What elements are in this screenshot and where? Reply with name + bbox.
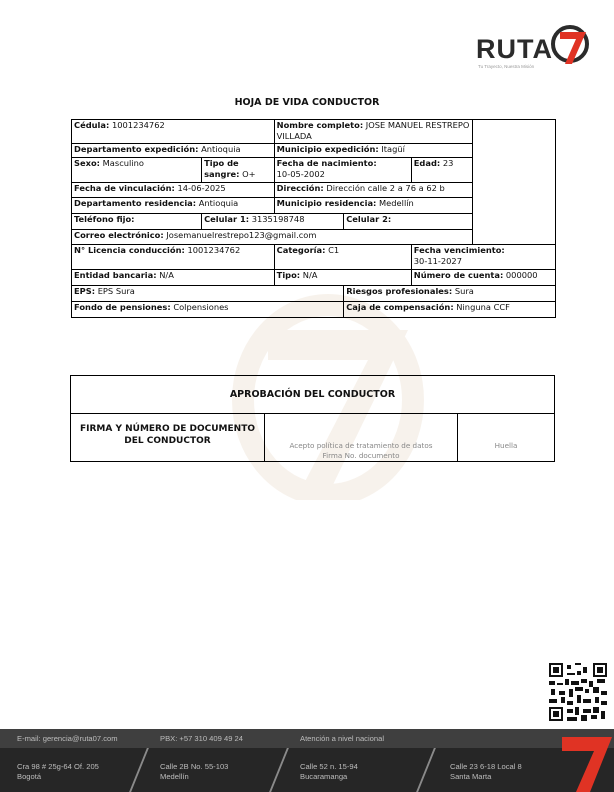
- licencia-cell: N° Licencia conducción: 1001234762: [72, 245, 275, 270]
- fingerprint-label: Huella: [494, 441, 518, 450]
- riesgos-value: Sura: [454, 286, 474, 296]
- policy-text: Acepto política de tratamiento de datos: [289, 441, 433, 450]
- address-bucaramanga: Calle 52 n. 15-94 Bucaramanga: [300, 762, 358, 781]
- row-eps: [72, 286, 556, 302]
- address-santa-marta: Calle 23 6-18 Local 8 Santa Marta: [450, 762, 522, 781]
- direccion-value: Dirección calle 2 a 76 a 62 b: [326, 183, 445, 193]
- row-licencia: [72, 245, 556, 270]
- sangre-cell: Tipo de sangre: O+: [202, 158, 275, 183]
- vencimiento-value: 30-11-2027: [413, 256, 462, 266]
- cuenta-value: 000000: [505, 270, 538, 280]
- nombre-value: JOSE MANUEL RESTREPO VILLADA: [276, 120, 470, 141]
- eps-cell: EPS: EPS Sura: [72, 286, 344, 302]
- cedula-value: 1001234762: [111, 120, 165, 130]
- banco-value: N/A: [159, 270, 174, 280]
- logo-seven-icon: [548, 20, 594, 66]
- categoria-value: C1: [328, 245, 340, 255]
- depto-exp-value: Antioquia: [201, 144, 241, 154]
- tipo-value: N/A: [302, 270, 318, 280]
- sexo-value: Masculino: [102, 158, 144, 168]
- qr-code-icon: [549, 663, 607, 721]
- correo-cell: Correo electrónico: Josemanuelrestrepo123@gmail.com: [72, 230, 473, 245]
- signature-doc-text: Firma No. documento: [322, 451, 400, 460]
- tel-fijo-cell: Teléfono fijo:: [72, 214, 202, 230]
- celular1-cell: Celular 1: 3135198748: [202, 214, 344, 230]
- cuenta-cell: Número de cuenta: 000000: [411, 270, 555, 286]
- compensacion-value: Ninguna CCF: [456, 302, 510, 312]
- logo-tagline: Tu Trayecto, Nuestra Misión: [478, 64, 535, 69]
- vencimiento-cell: Fecha vencimiento: 30-11-2027: [411, 245, 555, 270]
- depto-res-value: Antioquia: [198, 198, 239, 208]
- photo-box: [473, 120, 556, 245]
- signature-label: FIRMA Y NÚMERO DE DOCUMENTO DEL CONDUCTOR: [71, 413, 265, 461]
- mun-exp-value: Itagüí: [381, 144, 405, 154]
- row-pensiones: [72, 302, 556, 318]
- depto-exp-cell: Departamento expedición: Antioquia: [72, 144, 275, 158]
- mun-exp-cell: Municipio expedición: Itagüí: [274, 144, 473, 158]
- banco-cell: Entidad bancaria: N/A: [72, 270, 275, 286]
- signature-field[interactable]: [265, 413, 458, 461]
- nombre-cell: Nombre completo: JOSE MANUEL RESTREPO VILLADA: [274, 120, 473, 144]
- footer-atencion: Atención a nivel nacional: [300, 734, 385, 743]
- celular1-value: 3135198748: [251, 214, 305, 224]
- pensiones-cell: Fondo de pensiones: Colpensiones: [72, 302, 344, 318]
- logo-wordmark: RUTA: [476, 34, 553, 64]
- compensacion-cell: Caja de compensación: Ninguna CCF: [344, 302, 556, 318]
- mun-res-cell: Municipio residencia: Medellín: [274, 198, 473, 214]
- row-banco: [72, 270, 556, 286]
- page-footer: [0, 729, 614, 792]
- footer-seven-icon: [556, 729, 614, 792]
- approval-title: APROBACIÓN DEL CONDUCTOR: [71, 376, 554, 414]
- nacimiento-cell: Fecha de nacimiento: 10-05-2002: [274, 158, 411, 183]
- address-medellin: Calle 2B No. 55-103 Medellín: [160, 762, 229, 781]
- correo-value: Josemanuelrestrepo123@gmail.com: [166, 230, 317, 240]
- tipo-cell: Tipo: N/A: [274, 270, 411, 286]
- edad-cell: Edad: 23: [411, 158, 473, 183]
- document-title: HOJA DE VIDA CONDUCTOR: [234, 97, 380, 108]
- sangre-value: O+: [242, 169, 256, 179]
- pensiones-value: Colpensiones: [173, 302, 229, 312]
- approval-section: [70, 375, 555, 462]
- vinculacion-cell: Fecha de vinculación: 14-06-2025: [72, 183, 275, 198]
- ruta7-logo: [476, 20, 596, 72]
- cedula-cell: Cédula: 1001234762: [72, 120, 275, 144]
- address-bogota: Cra 98 # 25g-64 Of. 205 Bogotá: [17, 762, 99, 781]
- depto-res-cell: Departamento residencia: Antioquia: [72, 198, 275, 214]
- celular2-cell: Celular 2:: [344, 214, 473, 230]
- licencia-value: 1001234762: [187, 245, 241, 255]
- mun-res-value: Medellín: [379, 198, 414, 208]
- sexo-cell: Sexo: Masculino: [72, 158, 202, 183]
- riesgos-cell: Riesgos profesionales: Sura: [344, 286, 556, 302]
- driver-info-table: [71, 119, 556, 318]
- footer-email: E-mail: gerencia@ruta07.com: [17, 734, 118, 743]
- eps-value: EPS Sura: [97, 286, 135, 296]
- footer-pbx: PBX: +57 310 409 49 24: [160, 734, 243, 743]
- vinculacion-value: 14-06-2025: [177, 183, 226, 193]
- edad-value: 23: [442, 158, 454, 168]
- direccion-cell: Dirección: Dirección calle 2 a 76 a 62 b: [274, 183, 473, 198]
- fingerprint-field[interactable]: [458, 413, 554, 461]
- categoria-cell: Categoría: C1: [274, 245, 411, 270]
- nacimiento-value: 10-05-2002: [276, 169, 325, 179]
- row-cedula: [72, 120, 556, 144]
